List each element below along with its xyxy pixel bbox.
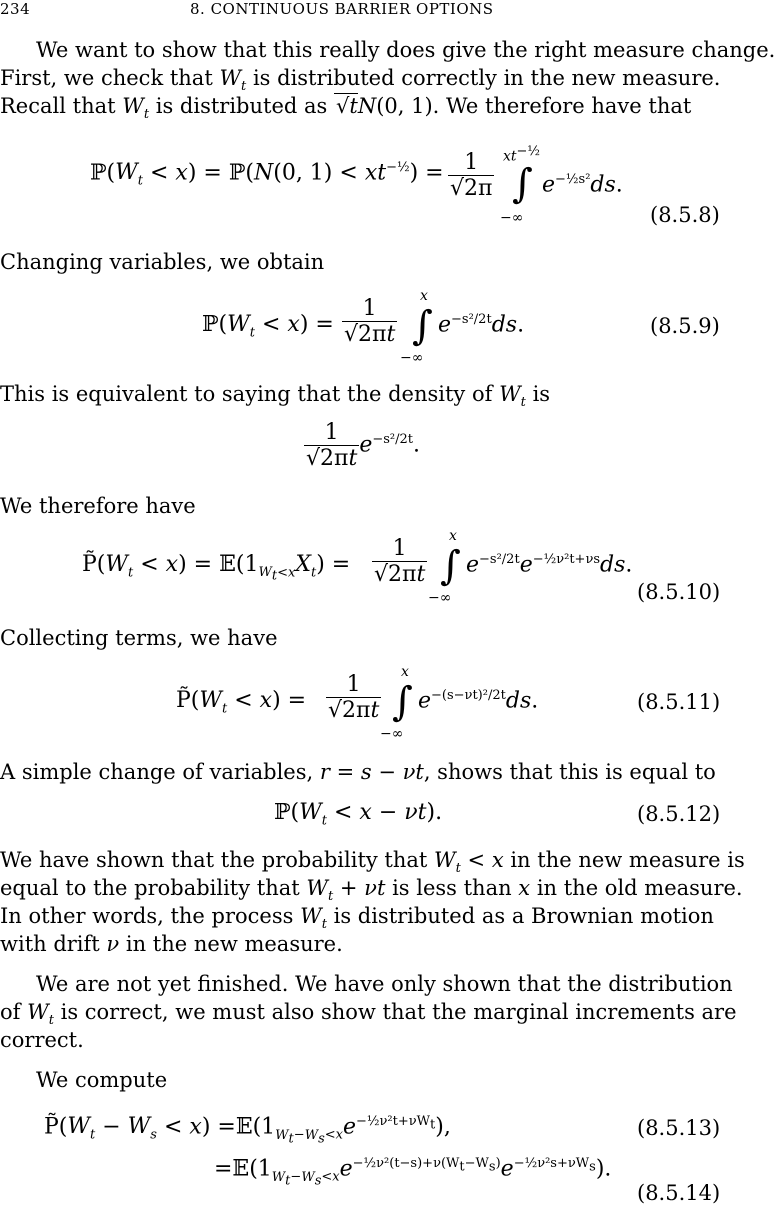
integrand: $e^{-(s-\nu t)^2/2t}ds$. — [418, 688, 539, 714]
paragraph-line: In other words, the process $W_t$ is distributed as a Brownian motion — [0, 904, 714, 933]
equation-number: (8.5.13) — [637, 1116, 721, 1140]
frac-1-sqrt-2pit: $\frac{1}{√2\pi t}$ — [344, 296, 396, 347]
integrand: $e^{-\frac{1}{2}s^2}ds$. — [542, 172, 623, 198]
equation-number: (8.5.11) — [637, 690, 721, 714]
int-lower-limit: −∞ — [380, 726, 404, 742]
int-upper-limit: x — [401, 664, 409, 680]
int-upper-limit: x — [449, 528, 457, 544]
paragraph-line: equal to the probability that $W_t + \nu t$ is less than x in the old measure. — [0, 876, 743, 905]
frac-1-sqrt-2pit: $\frac{1}{√2\pi t}$ — [328, 672, 380, 723]
int-lower-limit: −∞ — [500, 210, 524, 226]
equation-number: (8.5.14) — [637, 1181, 721, 1205]
integral-sign: ∫ — [512, 161, 533, 207]
equation-number: (8.5.9) — [650, 314, 720, 338]
int-upper-limit: x — [420, 288, 428, 304]
integral-sign: ∫ — [392, 679, 413, 725]
int-lower-limit: −∞ — [428, 590, 452, 606]
paragraph-line: of $W_t$ is correct, we must also show that the marginal increments are — [0, 1000, 737, 1029]
integral-sign: ∫ — [412, 303, 433, 349]
equation-8-5-13: $P̃(W_t - W_s < x)$ $=𝔼(1_{W_t-W_s<x}e^{-\frac{1}{2}\nu^2t+\nu W_t})$, — [44, 1114, 451, 1147]
equation-8-5-12: $ℙ(W_t < x - \nu t)$. — [274, 800, 443, 829]
paragraph-line: correct. — [0, 1028, 84, 1052]
paragraph-line: Recall that $W_t$ is distributed as √tN(0, 1). We therefore have that — [0, 94, 692, 123]
density-formula: $\frac{1}{√2\pi t}$ $e^{-s^2/2t}$. — [306, 420, 421, 471]
paragraph-line: This is equivalent to saying that the density of $W_t$ is — [0, 382, 551, 411]
integral-sign: ∫ — [440, 543, 461, 589]
int-upper-limit: $xt^{-\frac{1}{2}}$ — [503, 144, 541, 165]
equation-number: (8.5.10) — [637, 580, 721, 604]
page-number: 234 — [0, 0, 31, 18]
frac-1-sqrt-2pi: $\frac{1}{√2\pi}$ — [450, 150, 493, 201]
paragraph: We therefore have — [0, 494, 196, 518]
paragraph: Collecting terms, we have — [0, 626, 278, 650]
paragraph-line: We have shown that the probability that $W_t < x$ in the new measure is — [0, 848, 745, 877]
running-title: 8. CONTINUOUS BARRIER OPTIONS — [190, 0, 494, 18]
integrand: $e^{-s^2/2t}e^{-\frac{1}{2}\nu^2t+\nu s}ds$. — [466, 552, 633, 578]
equation-number: (8.5.12) — [637, 802, 721, 826]
equation-8-5-9: $ℙ(W_t < x)$ = — [202, 312, 334, 341]
equation-8-5-14: $=𝔼(1_{W_t-W_s<x}e^{-\frac{1}{2}\nu^2(t-s)+\nu(W_t-W_s)}e^{-\frac{1}{2}\nu^2s+\nu W_s})$. — [214, 1156, 612, 1189]
paragraph-line: We are not yet finished. We have only shown that the distribution — [36, 972, 733, 996]
paragraph: We compute — [36, 1068, 168, 1092]
equation-8-5-11: $P̃(W_t < x)$ = — [176, 688, 307, 717]
paragraph-line: First, we check that $W_t$ is distributed correctly in the new measure. — [0, 66, 721, 95]
integrand: $e^{-s^2/2t}ds$. — [438, 312, 525, 338]
int-lower-limit: −∞ — [400, 350, 424, 366]
paragraph-line: with drift ν in the new measure. — [0, 932, 343, 956]
paragraph-line: We want to show that this really does give the right measure change. — [36, 38, 775, 62]
equation-number: (8.5.8) — [650, 203, 720, 227]
paragraph-line: A simple change of variables, r = s − νt, shows that this is equal to — [0, 760, 716, 784]
frac-1-sqrt-2pit: $\frac{1}{√2\pi t}$ — [374, 536, 426, 587]
paragraph: Changing variables, we obtain — [0, 250, 325, 274]
equation-8-5-10: $P̃(W_t < x)$ = $𝔼(1_{W_t<x}X_t)$ = — [82, 552, 351, 584]
equation-8-5-8: $ℙ(W_t < x)$ = ℙ(N(0, $1) < xt^{-\frac{1}{2}}$) = — [90, 160, 444, 189]
